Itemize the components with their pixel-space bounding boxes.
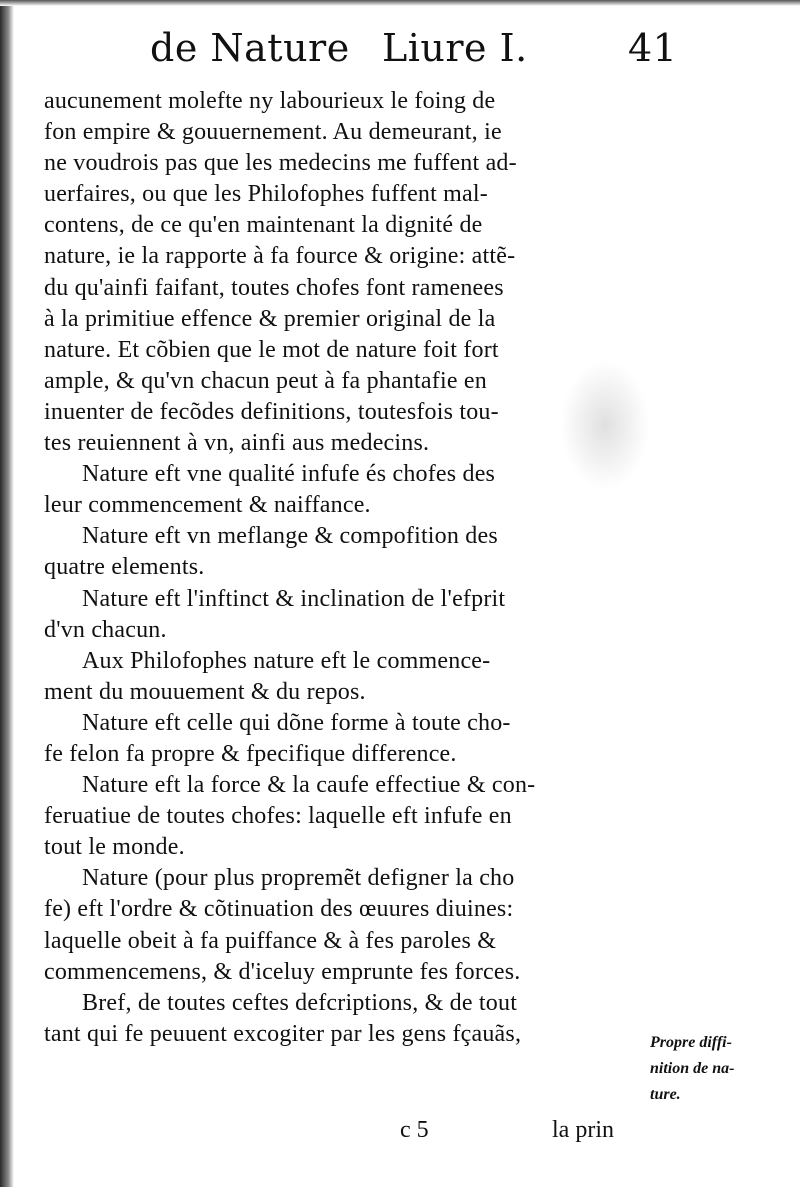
text-line: laquelle obeit à fa puiffance & à fes paroles &	[44, 927, 497, 954]
text-line: fe felon fa propre & fpecifique difference.	[44, 740, 457, 767]
text-line: quatre elements.	[44, 554, 205, 581]
marginal-note-line: Propre diffi-	[650, 1034, 732, 1051]
text-line: feruatiue de toutes chofes: laquelle eft infufe en	[44, 803, 512, 830]
definition-line: Aux Philofophes nature eft le commence-	[82, 647, 491, 674]
text-line: tout le monde.	[44, 834, 185, 861]
definition-line: Nature eft vn meflange & compofition des	[82, 523, 498, 550]
text-line: fon empire & gouuernement. Au demeurant, ie	[44, 119, 502, 146]
definition-line: Nature eft vne qualité infufe és chofes des	[82, 461, 496, 488]
page-number: 41	[628, 26, 678, 70]
text-line: d'vn chacun.	[44, 616, 167, 643]
signature-mark: c 5	[400, 1117, 429, 1143]
catchword: la prin	[552, 1117, 614, 1143]
page-top-shadow	[0, 0, 800, 6]
marginal-note	[650, 1030, 790, 1108]
text-line: tes reuiennent à vn, ainfi aus medecins.	[44, 430, 430, 457]
chapter-label: Liure I.	[382, 26, 528, 70]
text-line: ment du mouuement & du repos.	[44, 678, 366, 705]
text-line: uerfaires, ou que les Philofophes fuffent mal-	[44, 181, 488, 208]
text-line: aucunement molefte ny labourieux le foing de	[44, 88, 496, 114]
text-line: commencemens, & d'iceluy emprunte fes forces.	[44, 958, 521, 985]
text-line: fe) eft l'ordre & cõtinuation des œuures diuines:	[44, 896, 514, 923]
definition-line: Nature (pour plus propremẽt defigner la cho	[82, 865, 515, 892]
page-footer	[400, 1117, 660, 1153]
marginal-note-line: ture.	[650, 1086, 681, 1103]
text-line: ample, & qu'vn chacun peut à fa phantafie en	[44, 367, 487, 394]
definition-line: Nature eft la force & la caufe effectiue & con-	[82, 772, 536, 799]
definition-line: Bref, de toutes ceftes defcriptions, & de tout	[82, 989, 518, 1016]
definition-line: Nature eft celle qui dõne forme à toute cho-	[82, 709, 511, 736]
text-line: leur commencement & naiffance.	[44, 492, 371, 519]
text-line: tant qui fe peuuent excogiter par les gens fçauãs,	[44, 1020, 522, 1047]
text-line: à la primitiue effence & premier original de la	[44, 305, 496, 332]
text-line: nature. Et cõbien que le mot de nature foit fort	[44, 336, 499, 363]
page-header	[150, 22, 690, 82]
body-text	[44, 86, 644, 1050]
text-line: du qu'ainfi faifant, toutes chofes font ramenees	[44, 274, 504, 301]
definition-line: Nature eft l'inftinct & inclination de l'efprit	[82, 585, 506, 612]
marginal-note-line: nition de na-	[650, 1060, 735, 1077]
page-gutter-shadow	[0, 0, 14, 1187]
text-line: contens, de ce qu'en maintenant la dignité de	[44, 212, 483, 239]
text-line: inuenter de fecõdes definitions, toutesfois tou-	[44, 398, 499, 425]
text-line: nature, ie la rapporte à fa fource & origine: attẽ-	[44, 243, 516, 270]
text-line: ne voudrois pas que les medecins me fuffent ad-	[44, 150, 517, 177]
running-title: de Nature	[150, 26, 350, 70]
